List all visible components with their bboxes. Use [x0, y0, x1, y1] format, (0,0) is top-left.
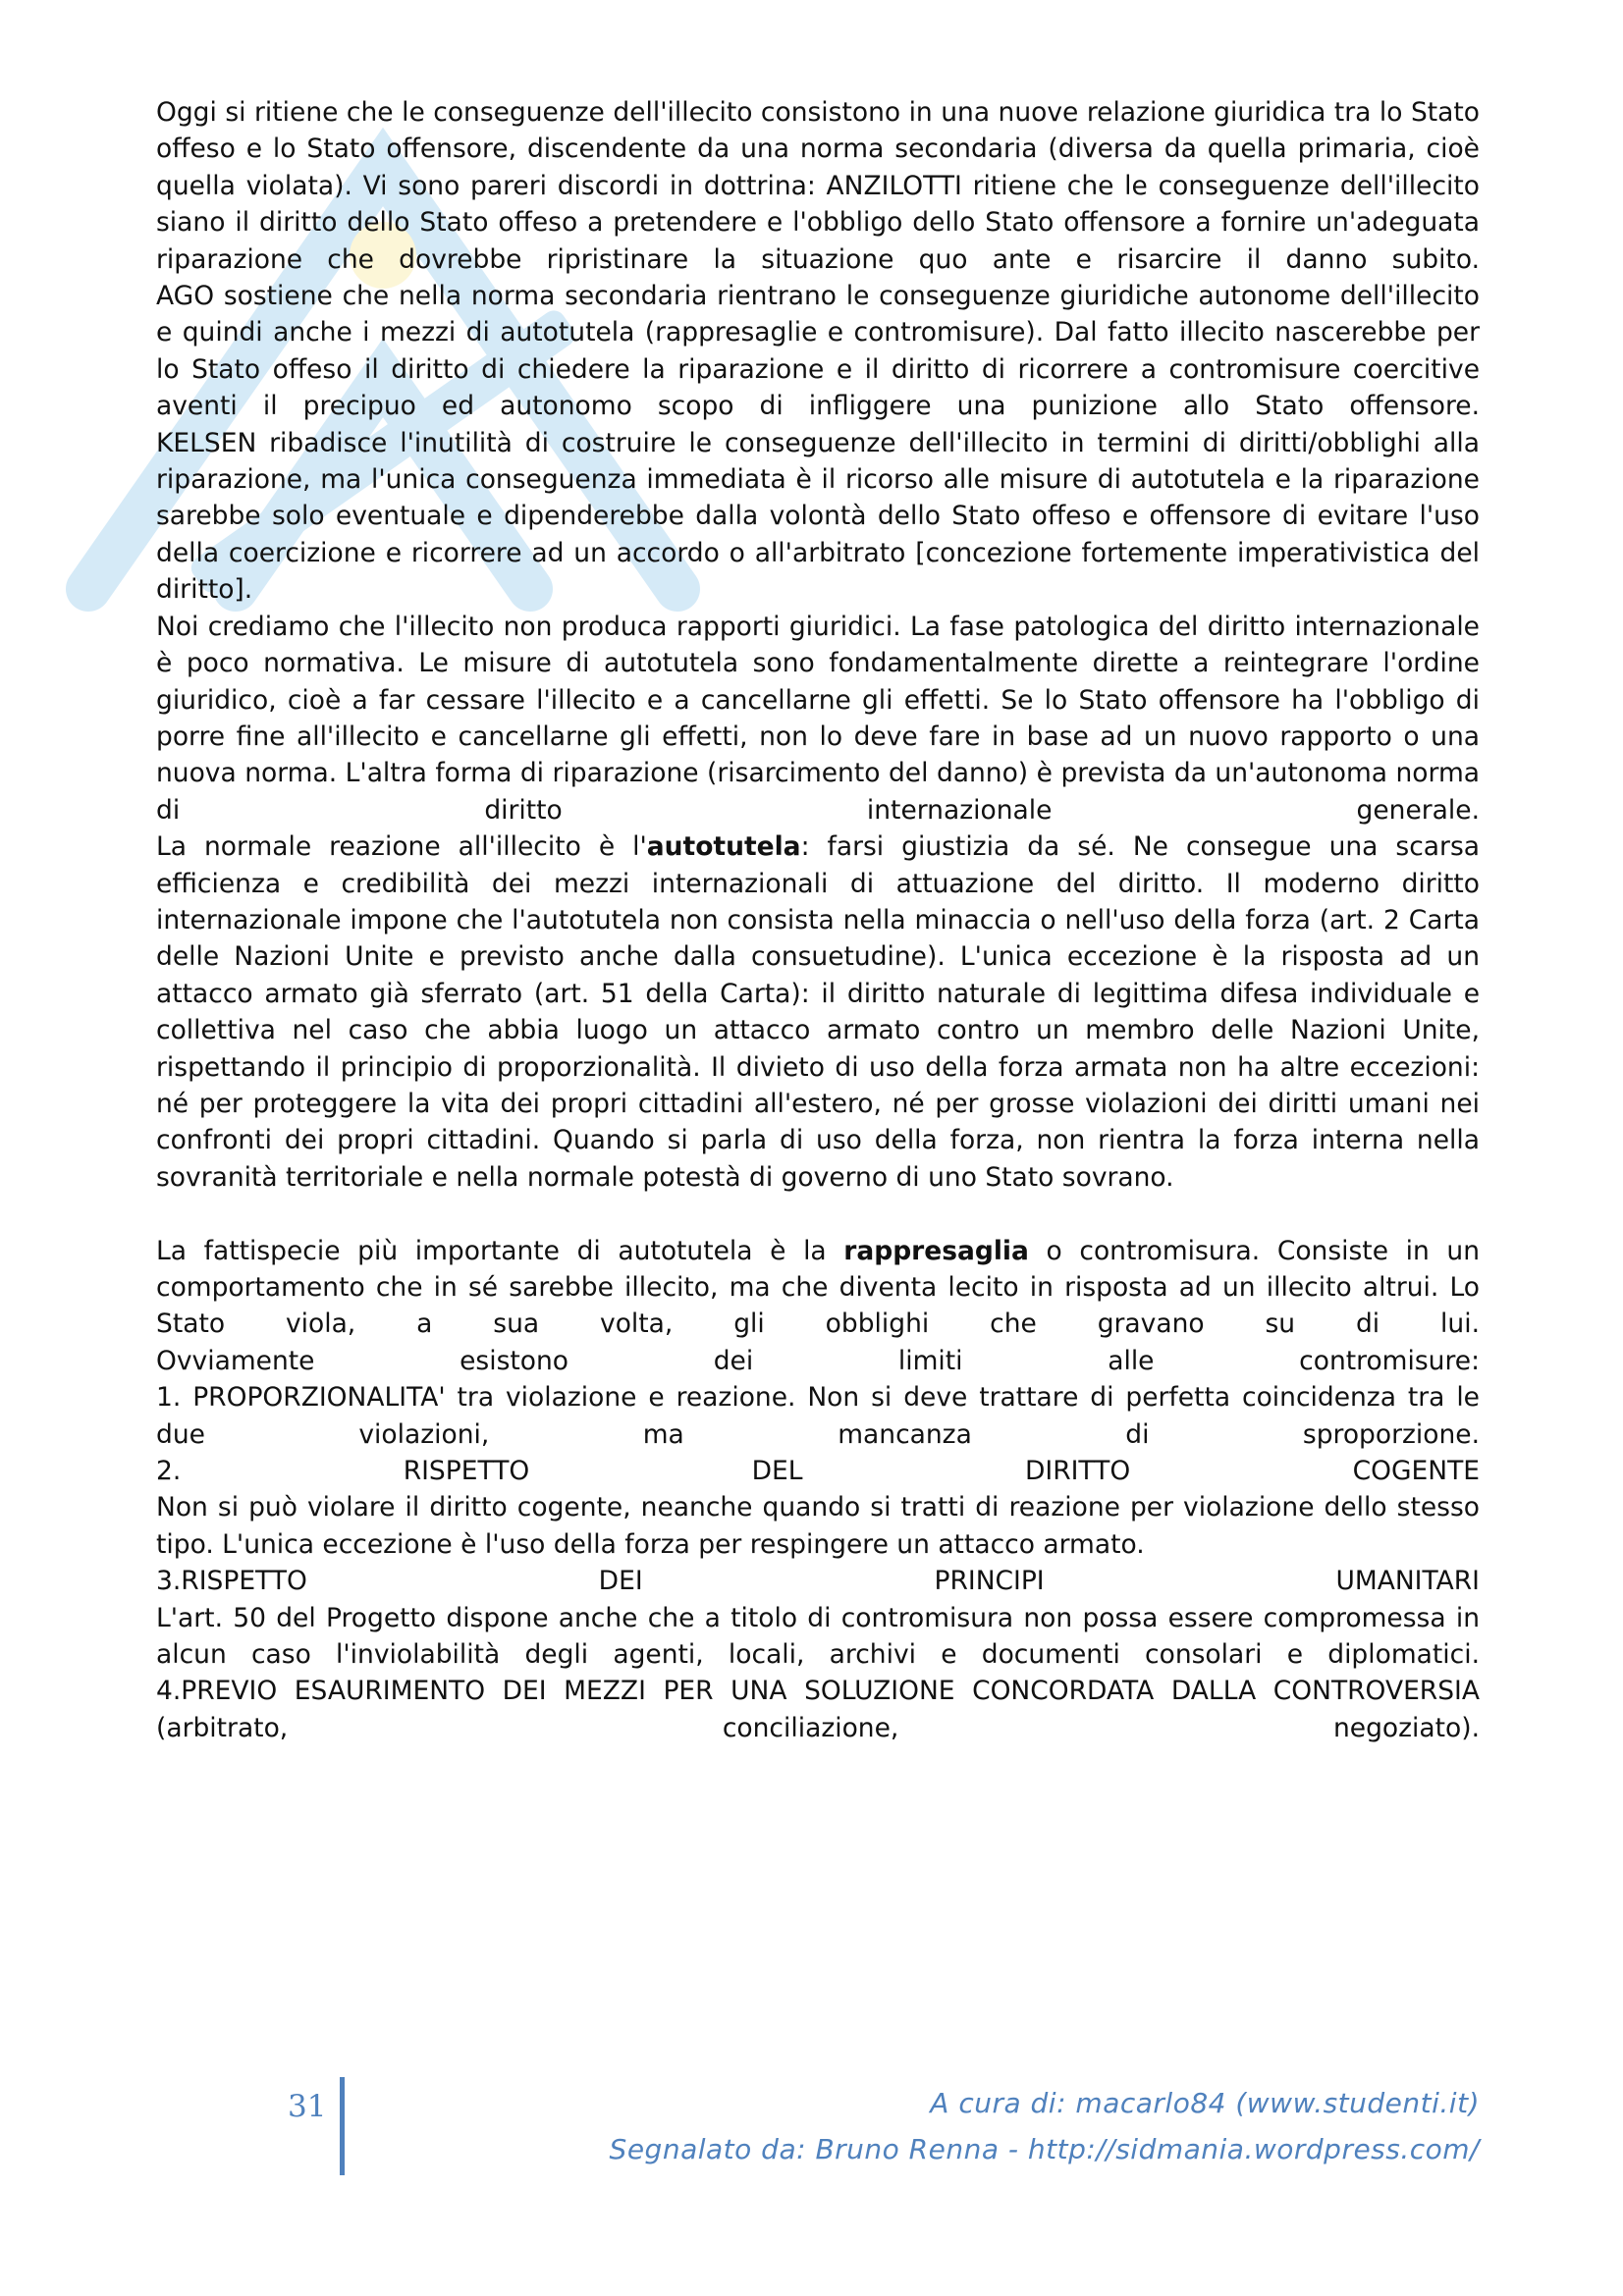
footer-credit-source: Segnalato da: Bruno Renna - http://sidmania.wordpress.com/	[609, 2133, 1480, 2165]
footer-credit-author: A cura di: macarlo84 (www.studenti.it)	[930, 2087, 1480, 2119]
limit-1-proporzionalita: 1. PROPORZIONALITA' tra violazione e reazione. Non si deve trattare di perfetta coincidenza tra le due violazioni, ma mancanza di sproporzione.	[156, 1382, 1480, 1450]
paragraph-ago: AGO sostiene che nella norma secondaria rientrano le conseguenze giuridiche autonome dell'illecito e quindi anche i mezzi di autotutela (rappresaglie e contromisure). Dal fatto illecito nascerebbe per lo Stato offeso il diritto di chiedere la riparazione e il diritto di ricorrere a contromisure coercitive aventi il precipuo ed autonomo scopo di infliggere una punizione allo Stato offensore.	[156, 281, 1480, 422]
limits-intro: Ovviamente esistono dei limiti alle contromisure:	[156, 1345, 1480, 1376]
limit-3-body: L'art. 50 del Progetto dispone anche che a titolo di contromisura non possa essere compromessa in alcun caso l'inviolabilità degli agenti, locali, archivi e documenti consolari e diplomatici.	[156, 1602, 1480, 1671]
paragraph-noi-crediamo: Noi crediamo che l'illecito non produca rapporti giuridici. La fase patologica del diritto internazionale è poco normativa. Le misure di autotutela sono fondamentalmente dirette a reintegrare l'ordine giuridico, cioè a far cessare l'illecito e a cancellarne gli effetti. Se lo Stato offensore ha l'obbligo di porre fine all'illecito e cancellarne gli effetti, non lo deve fare in base ad un nuovo rapporto o una nuova norma. L'altra forma di riparazione (risarcimento del danno) è prevista da un'autonoma norma di diritto internazionale generale.	[156, 611, 1480, 826]
paragraph-illecito-ripristino: Oggi si ritiene che le conseguenze dell'illecito consistono in una nuove relazione giuridica tra lo Stato offeso e lo Stato offensore, discendente da una norma secondaria (diversa da quella primaria, cioè quella violata). Vi sono pareri discordi in dottrina: ANZILOTTI ritiene che le conseguenze dell'illecito siano il diritto dello Stato offeso a pretendere e l'obbligo dello Stato offensore a fornire un'adeguata riparazione che dovrebbe ripristinare la situazione quo ante e risarcire il danno subito.	[156, 97, 1480, 275]
body-text	[156, 94, 1480, 1746]
rappresaglia-term: rappresaglia	[843, 1235, 1029, 1266]
autotutela-term: autotutela	[646, 831, 801, 863]
paragraph-spacer	[156, 1196, 1480, 1232]
rappresaglia-intro: La fattispecie più importante di autotutela è la	[156, 1235, 844, 1266]
autotutela-intro: La normale reazione all'illecito è l'	[156, 831, 647, 863]
page-number: 31	[288, 2089, 327, 2124]
limit-4-title: 4.PREVIO ESAURIMENTO DEI MEZZI PER UNA SOLUZIONE CONCORDATA DALLA CONTROVERSIA (arbitrato, conciliazione, negoziato).	[156, 1676, 1480, 1743]
footer-divider	[340, 2077, 345, 2175]
paragraph-rappresaglia	[156, 1233, 1480, 1343]
limit-2-body: Non si può violare il diritto cogente, neanche quando si tratti di reazione per violazione dello stesso tipo. L'unica eccezione è l'uso della forza per respingere un attacco armato.	[156, 1492, 1480, 1560]
paragraph-autotutela	[156, 828, 1480, 1196]
paragraph-kelsen: KELSEN ribadisce l'inutilità di costruire le conseguenze dell'illecito in termini di diritti/obblighi alla riparazione, ma l'unica conseguenza immediata è il ricorso alle misure di autotutela e la riparazione sarebbe solo eventuale e dipenderebbe dalla volontà dello Stato offeso e offensore di evitare l'uso della coercizione e ricorrere ad un accordo o all'arbitrato [concezione fortemente imperativistica del diritto].	[156, 427, 1480, 606]
rappresaglia-body: o contromisura. Consiste in un comportamento che in sé sarebbe illecito, ma che diventa lecito in risposta ad un illecito altrui. Lo Stato viola, a sua volta, gli obblighi che gravano su di lui.	[156, 1235, 1481, 1340]
limit-2-title: 2. RISPETTO DEL DIRITTO COGENTE	[156, 1456, 1480, 1487]
autotutela-body: : farsi giustizia da sé. Ne consegue una scarsa efficienza e credibilità dei mezzi internazionali di attuazione del diritto. Il moderno diritto internazionale impone che l'autotutela non consista nella minaccia o nell'uso della forza (art. 2 Carta delle Nazioni Unite e previsto anche dalla consuetudine). L'unica eccezione è la risposta ad un attacco armato già sferrato (art. 51 della Carta): il diritto naturale di legittima difesa individuale e collettiva nel caso che abbia luogo un attacco armato contro un membro delle Nazioni Unite, rispettando il principio di proporzionalità. Il divieto di uso della forza armata non ha altre eccezioni: né per proteggere la vita dei propri cittadini all'estero, né per grosse violazioni dei diritti umani nei confronti dei propri cittadini. Quando si parla di uso della forza, non rientra la forza interna nella sovranità territoriale e nella normale potestà di governo di uno Stato sovrano.	[156, 831, 1480, 1193]
limit-3-title: 3.RISPETTO DEI PRINCIPI UMANITARI	[156, 1566, 1480, 1597]
